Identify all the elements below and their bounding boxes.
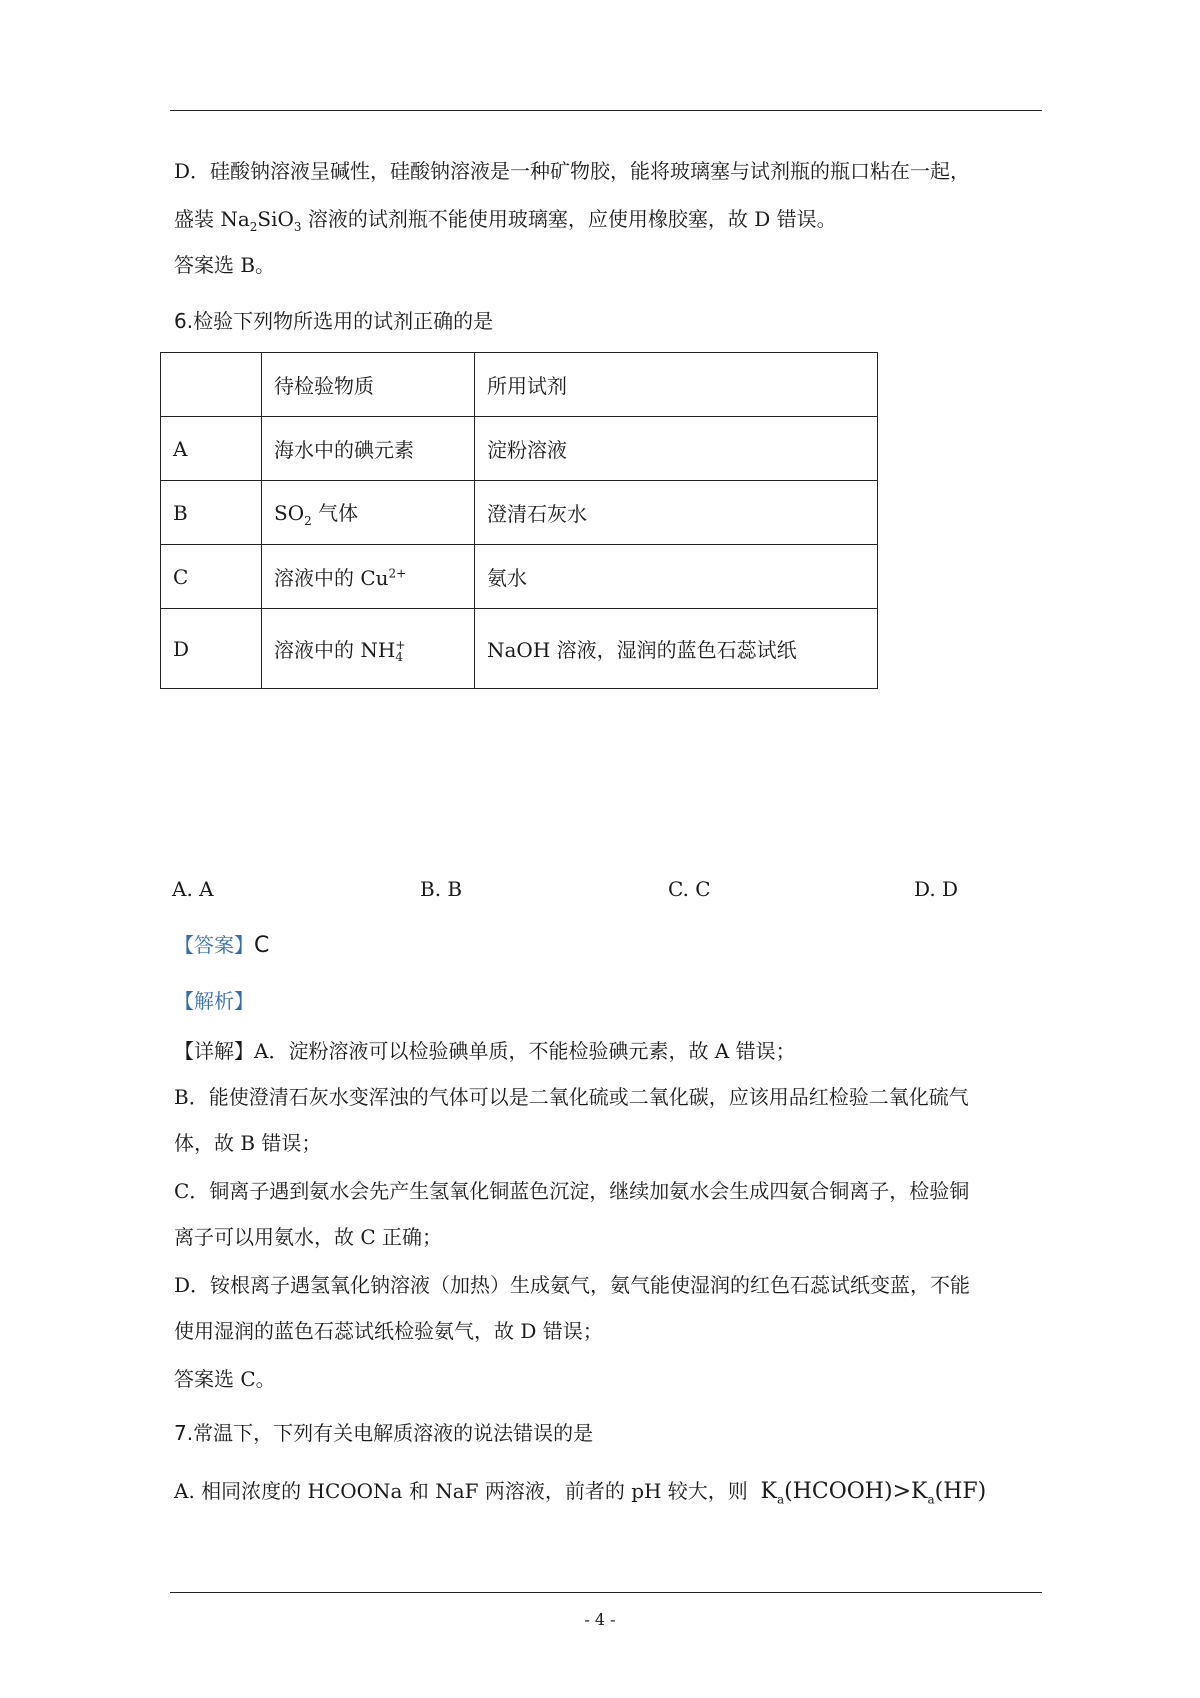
final-answer: 答案选 C。: [174, 1367, 276, 1391]
question-6-options: [0, 874, 1200, 904]
explanation-c-line1: C．铜离子遇到氨水会先产生氢氧化铜蓝色沉淀，继续加氨水会生成四氨合铜离子，检验铜: [174, 1179, 970, 1203]
question-6-stem: 6.检验下列物所选用的试剂正确的是: [174, 309, 494, 333]
reagent-cell: NaOH 溶液，湿润的蓝色石蕊试纸: [475, 609, 878, 689]
explanation-d-line2: 盛装 $Na_2SiO_3$ 溶液的试剂瓶不能使用玻璃塞，应使用橡胶塞，故 D 错误。: [174, 207, 837, 234]
row-label: A: [161, 417, 262, 481]
option-b: B. B: [420, 877, 463, 901]
question-6-table: [160, 352, 878, 689]
explanation-c-line2: 离子可以用氨水，故 C 正确；: [174, 1225, 443, 1249]
option-c: C. C: [668, 877, 711, 901]
explanation-b-line2: 体，故 B 错误；: [174, 1131, 322, 1155]
substance-cell: $SO_2$ 气体: [262, 481, 475, 545]
explanation-b-line1: B．能使澄清石灰水变浑浊的气体可以是二氧化硫或二氧化碳，应该用品红检验二氧化硫气: [174, 1085, 969, 1109]
question-7-option-a: A. 相同浓度的 HCOONa 和 NaF 两溶液，前者的 pH 较大，则 $K_a(HCOOH)>K_a(HF)$: [174, 1479, 987, 1507]
table-header-cell: 待检验物质: [262, 353, 475, 417]
answer-line: 【答案】C: [174, 933, 270, 958]
table-row: [161, 417, 878, 481]
substance-cell: 海水中的碘元素: [262, 417, 475, 481]
reagent-cell: 氨水: [475, 545, 878, 609]
table-row: [161, 545, 878, 609]
page-number: - 4 -: [584, 1610, 616, 1629]
table-header-cell: [161, 353, 262, 417]
reagent-cell: 淀粉溶液: [475, 417, 878, 481]
table-row: [161, 609, 878, 689]
row-label: C: [161, 545, 262, 609]
footer-rule: [170, 1592, 1042, 1593]
substance-cell: 溶液中的 $Cu^{2+}$: [262, 545, 475, 609]
row-label: D: [161, 609, 262, 689]
option-a: A. A: [172, 877, 214, 901]
reagent-cell: 澄清石灰水: [475, 481, 878, 545]
substance-cell: 溶液中的 NH + 4: [262, 609, 475, 689]
table-header-row: [161, 353, 878, 417]
option-d: D. D: [914, 877, 959, 901]
analysis-tag: 【解析】: [174, 989, 254, 1013]
explanation-d-line1: D．硅酸钠溶液呈碱性，硅酸钠溶液是一种矿物胶，能将玻璃塞与试剂瓶的瓶口粘在一起，: [174, 159, 971, 183]
table-header-cell: 所用试剂: [475, 353, 878, 417]
explanation-d-line1: D．铵根离子遇氢氧化钠溶液（加热）生成氨气，氨气能使湿润的红色石蕊试纸变蓝，不能: [174, 1273, 971, 1297]
question-7-stem: 7.常温下，下列有关电解质溶液的说法错误的是: [174, 1421, 594, 1445]
explanation-d-line2: 使用湿润的蓝色石蕊试纸检验氨气，故 D 错误；: [174, 1319, 603, 1343]
explanation-a: 【详解】A．淀粉溶液可以检验碘单质，不能检验碘元素，故 A 错误；: [174, 1039, 796, 1063]
row-label: B: [161, 481, 262, 545]
table-row: [161, 481, 878, 545]
prev-answer: 答案选 B。: [174, 253, 276, 277]
header-rule: [170, 110, 1042, 111]
